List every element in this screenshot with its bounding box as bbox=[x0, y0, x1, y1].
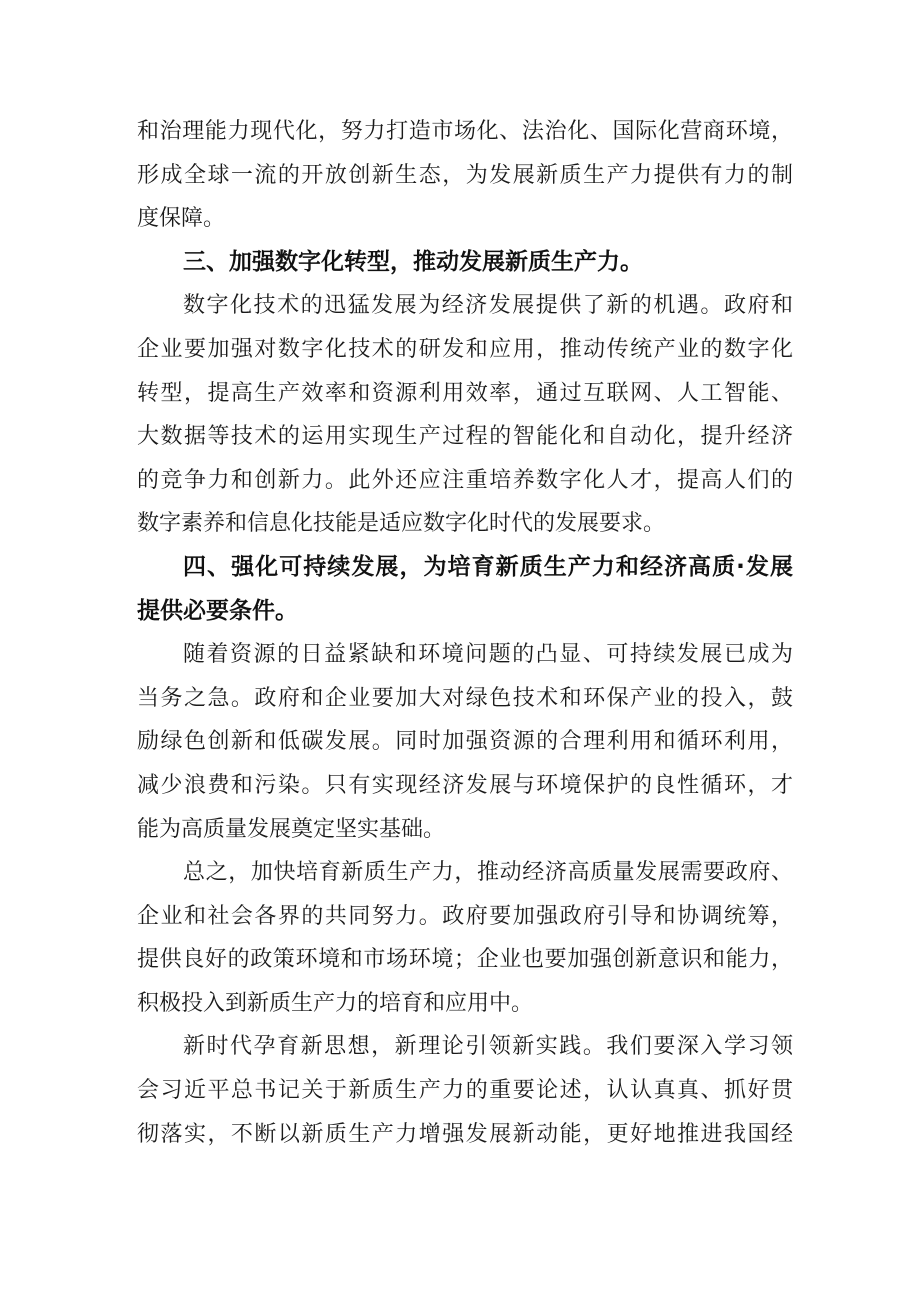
paragraph-line: 当务之急。政府和企业要加大对绿色技术和环保产业的投入，鼓 bbox=[137, 685, 793, 711]
section-heading-4-cont: 提供必要条件。 bbox=[137, 597, 298, 624]
paragraph-line: 随着资源的日益紧缺和环境问题的凸显、可持续发展已成为 bbox=[183, 642, 793, 668]
paragraph-line: 能为高质量发展奠定坚实基础。 bbox=[137, 816, 446, 842]
paragraph-line: 积极投入到新质生产力的培育和应用中。 bbox=[137, 990, 534, 1016]
paragraph-line: 会习近平总书记关于新质生产力的重要论述，认认真真、抓好贯 bbox=[137, 1078, 793, 1104]
paragraph-line: 提供良好的政策环境和市场环境；企业也要加强创新意识和能力， bbox=[137, 947, 793, 973]
paragraph-line: 和治理能力现代化，努力打造市场化、法治化、国际化营商环境， bbox=[137, 119, 793, 144]
paragraph-line: 转型，提高生产效率和资源利用效率，通过互联网、人工智能、 bbox=[137, 380, 793, 406]
paragraph-line: 数字化技术的迅猛发展为经济发展提供了新的机遇。政府和 bbox=[183, 293, 793, 319]
section-heading-4: 四、强化可持续发展，为培育新质生产力和经济高质·发展 bbox=[183, 553, 793, 580]
section-heading-3: 三、加强数字化转型，推动发展新质生产力。 bbox=[183, 248, 643, 275]
paragraph-line: 新时代孕育新思想，新理论引领新实践。我们要深入学习领 bbox=[183, 1034, 793, 1060]
paragraph-line: 的竞争力和创新力。此外还应注重培养数字化人才，提高人们的 bbox=[137, 467, 793, 493]
paragraph-line: 减少浪费和污染。只有实现经济发展与环境保护的良性循环，才 bbox=[137, 772, 793, 798]
paragraph-line: 度保障。 bbox=[137, 206, 226, 232]
paragraph-line: 大数据等技术的运用实现生产过程的智能化和自动化，提升经济 bbox=[137, 424, 793, 450]
paragraph-line: 励绿色创新和低碳发展。同时加强资源的合理利用和循环利用， bbox=[137, 729, 793, 755]
paragraph-line: 数字素养和信息化技能是适应数字化时代的发展要求。 bbox=[137, 511, 666, 537]
paragraph-line: 企业和社会各界的共同努力。政府要加强政府引导和协调统筹， bbox=[137, 903, 793, 929]
paragraph-line: 形成全球一流的开放创新生态，为发展新质生产力提供有力的制 bbox=[137, 162, 793, 188]
paragraph-line: 企业要加强对数字化技术的研发和应用，推动传统产业的数字化 bbox=[137, 336, 793, 362]
paragraph-line: 彻落实，不断以新质生产力增强发展新动能，更好地推进我国经 bbox=[137, 1121, 793, 1147]
document-body bbox=[137, 110, 793, 1156]
paragraph-line: 总之，加快培育新质生产力，推动经济高质量发展需要政府、 bbox=[183, 860, 793, 886]
